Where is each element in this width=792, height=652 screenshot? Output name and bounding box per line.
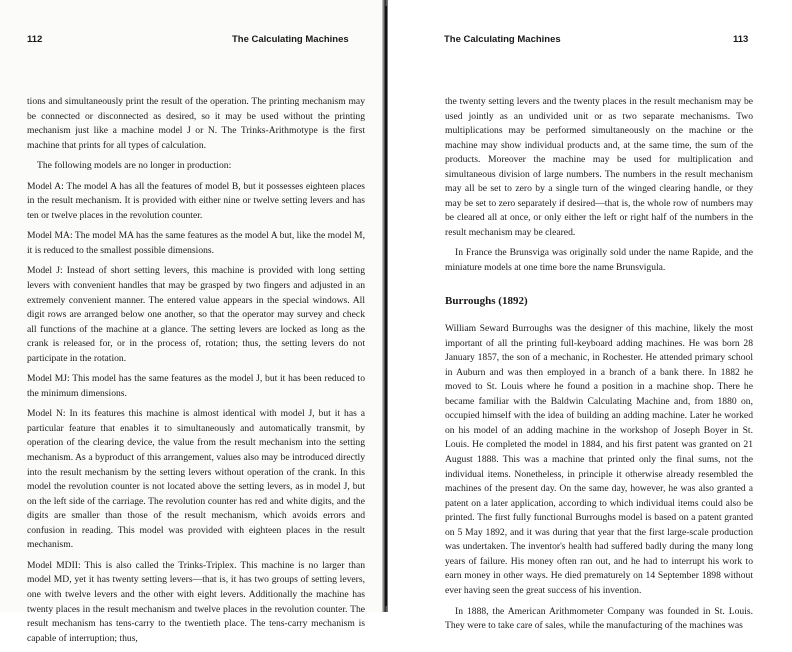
- right-paragraph: William Seward Burroughs was the designer of this machine, likely the most important of all the printing full-keyboard adding machines. He was born 28 January 1857, the son of a mechanic, in Rochester. He attended primary school in Auburn and was then employed in a branch of a bank there. In 1882 he moved to St. Louis where he found a position in a machine shop. There he became familiar with the Baldwin Calculating Machine and, from 1880 on, occupied himself with the idea of building an adding machine. Later he worked on his model of an adding machine in the workshop of Joseph Boyer in St. Louis. He completed the model in 1884, and his first patent was granted on 21 August 1888. This was a machine that printed only the final sums, not the individual items. Nonetheless, in principle it otherwise already resembled the machines of the present day. On the same day, however, he was also granted a patent on a later application, according to which individual items could also be printed. The first fully functional Burroughs model is based on a patent granted on 5 May 1892, and it was during that year that the first large-scale production was undertaken. The inventor's health had suffered badly during the many long years of failure. His money often ran out, and he had to interrupt his work to earn money in other ways. He died prematurely on 14 September 1898 without ever having seen the great success of his invention.: [445, 323, 753, 596]
- left-page-number: 112: [27, 34, 43, 45]
- right-paragraph: In France the Brunsviga was originally sold under the name Rapide, and the miniature models at one time bore the name Brunsvigula.: [445, 247, 753, 274]
- left-paragraph: Model MA: The model MA has the same features as the model A but, like the model M, it is reduced to the smallest possible dimensions.: [27, 230, 365, 256]
- left-paragraph: Model J: Instead of short setting levers, this machine is provided with long setting levers with convenient handles that may be grasped by two fingers and adjusted in an extremely convenient manner. The entered value appears in the special windows. All digit rows are arranged below one another, so that the operator may survey and check all functions of the machine at a glance. The setting levers are locked as long as the crank is released for, or in the process of, rotation; thus, the setting levers do not participate in the rotation.: [27, 265, 365, 364]
- left-paragraph: Model MDII: This is also called the Trinks-Triplex. This machine is no larger than model MD, yet it has twenty setting levers—that is, it has two groups of setting levers, one with twelve levers and the other with eight levers. Additionally the machine has twenty places in the result mechanism and twelve places in the revolution counter. The result mechanism has tens-carry to the twentieth place. The tens-carry mechanism is capable of interruption; thus,: [27, 559, 365, 644]
- section-heading: Burroughs (1892): [445, 294, 528, 307]
- left-paragraph: Model MJ: This model has the same features as the model J, but it has been reduced to the minimum dimensions.: [27, 373, 365, 399]
- left-paragraph: Model A: The model A has all the features of model B, but it possesses eighteen places in the result mechanism. It is provided with either nine or twelve setting levers and has ten or twelve places in the revolution counter.: [27, 180, 365, 221]
- left-paragraph: The following models are no longer in production:: [37, 160, 232, 172]
- left-paragraph: Model N: In its features this machine is almost identical with model J, but it has a particular feature that enables it to simultaneously and automatically transmit, by operation of the clearing device, the value from the result mechanism into the setting mechanism. As a byproduct of this arrangement, values also may be introduced directly into the result mechanism by the setting levers without operation of the crank. In this model the revolution counter is not located above the setting levers, as in model J, but on the left side of the carriage. The revolution counter has red and white digits, and the digits are smaller than those of the result mechanism, which avoids errors and confusion in reading. This model was provided with eighteen places in the result mechanism.: [27, 408, 365, 551]
- right-page-number: 113: [733, 34, 749, 45]
- right-body-text: [445, 95, 753, 640]
- right-running-head: The Calculating Machines: [444, 34, 561, 45]
- book-spine-line: [385, 6, 387, 606]
- right-paragraph: In 1888, the American Arithmometer Company was founded in St. Louis. They were to take care of sales, while the manufacturing of the machines was: [445, 605, 753, 632]
- left-paragraph: tions and simultaneously print the result of the operation. The printing mechanism may be connected or disconnected as desired, so it may be used without the printing mechanism just like a machine model J or N. The Trinks-Arithmotype is the first machine that prints for all types of calculation.: [27, 96, 365, 151]
- right-paragraph: the twenty setting levers and the twenty places in the result mechanism may be used jointly as an undivided unit or as two separate mechanisms. Two multiplications may be performed simultaneously on the machine or the machine may show individual products and, at the same time, the sum of the products. Moreover the machine may be used for multiplication and simultaneous division of large numbers. The numbers in the result mechanism may all be set to zero by a single turn of the winged clearing handle, or they may be set to zero separately if desired—that is, the whole row of numbers may be cleared all at once, or only either the left or right half of the numbers in the result mechanism may be cleared.: [445, 96, 753, 238]
- left-page: [0, 0, 384, 644]
- left-body-text: [27, 95, 365, 652]
- left-running-head: The Calculating Machines: [232, 34, 349, 45]
